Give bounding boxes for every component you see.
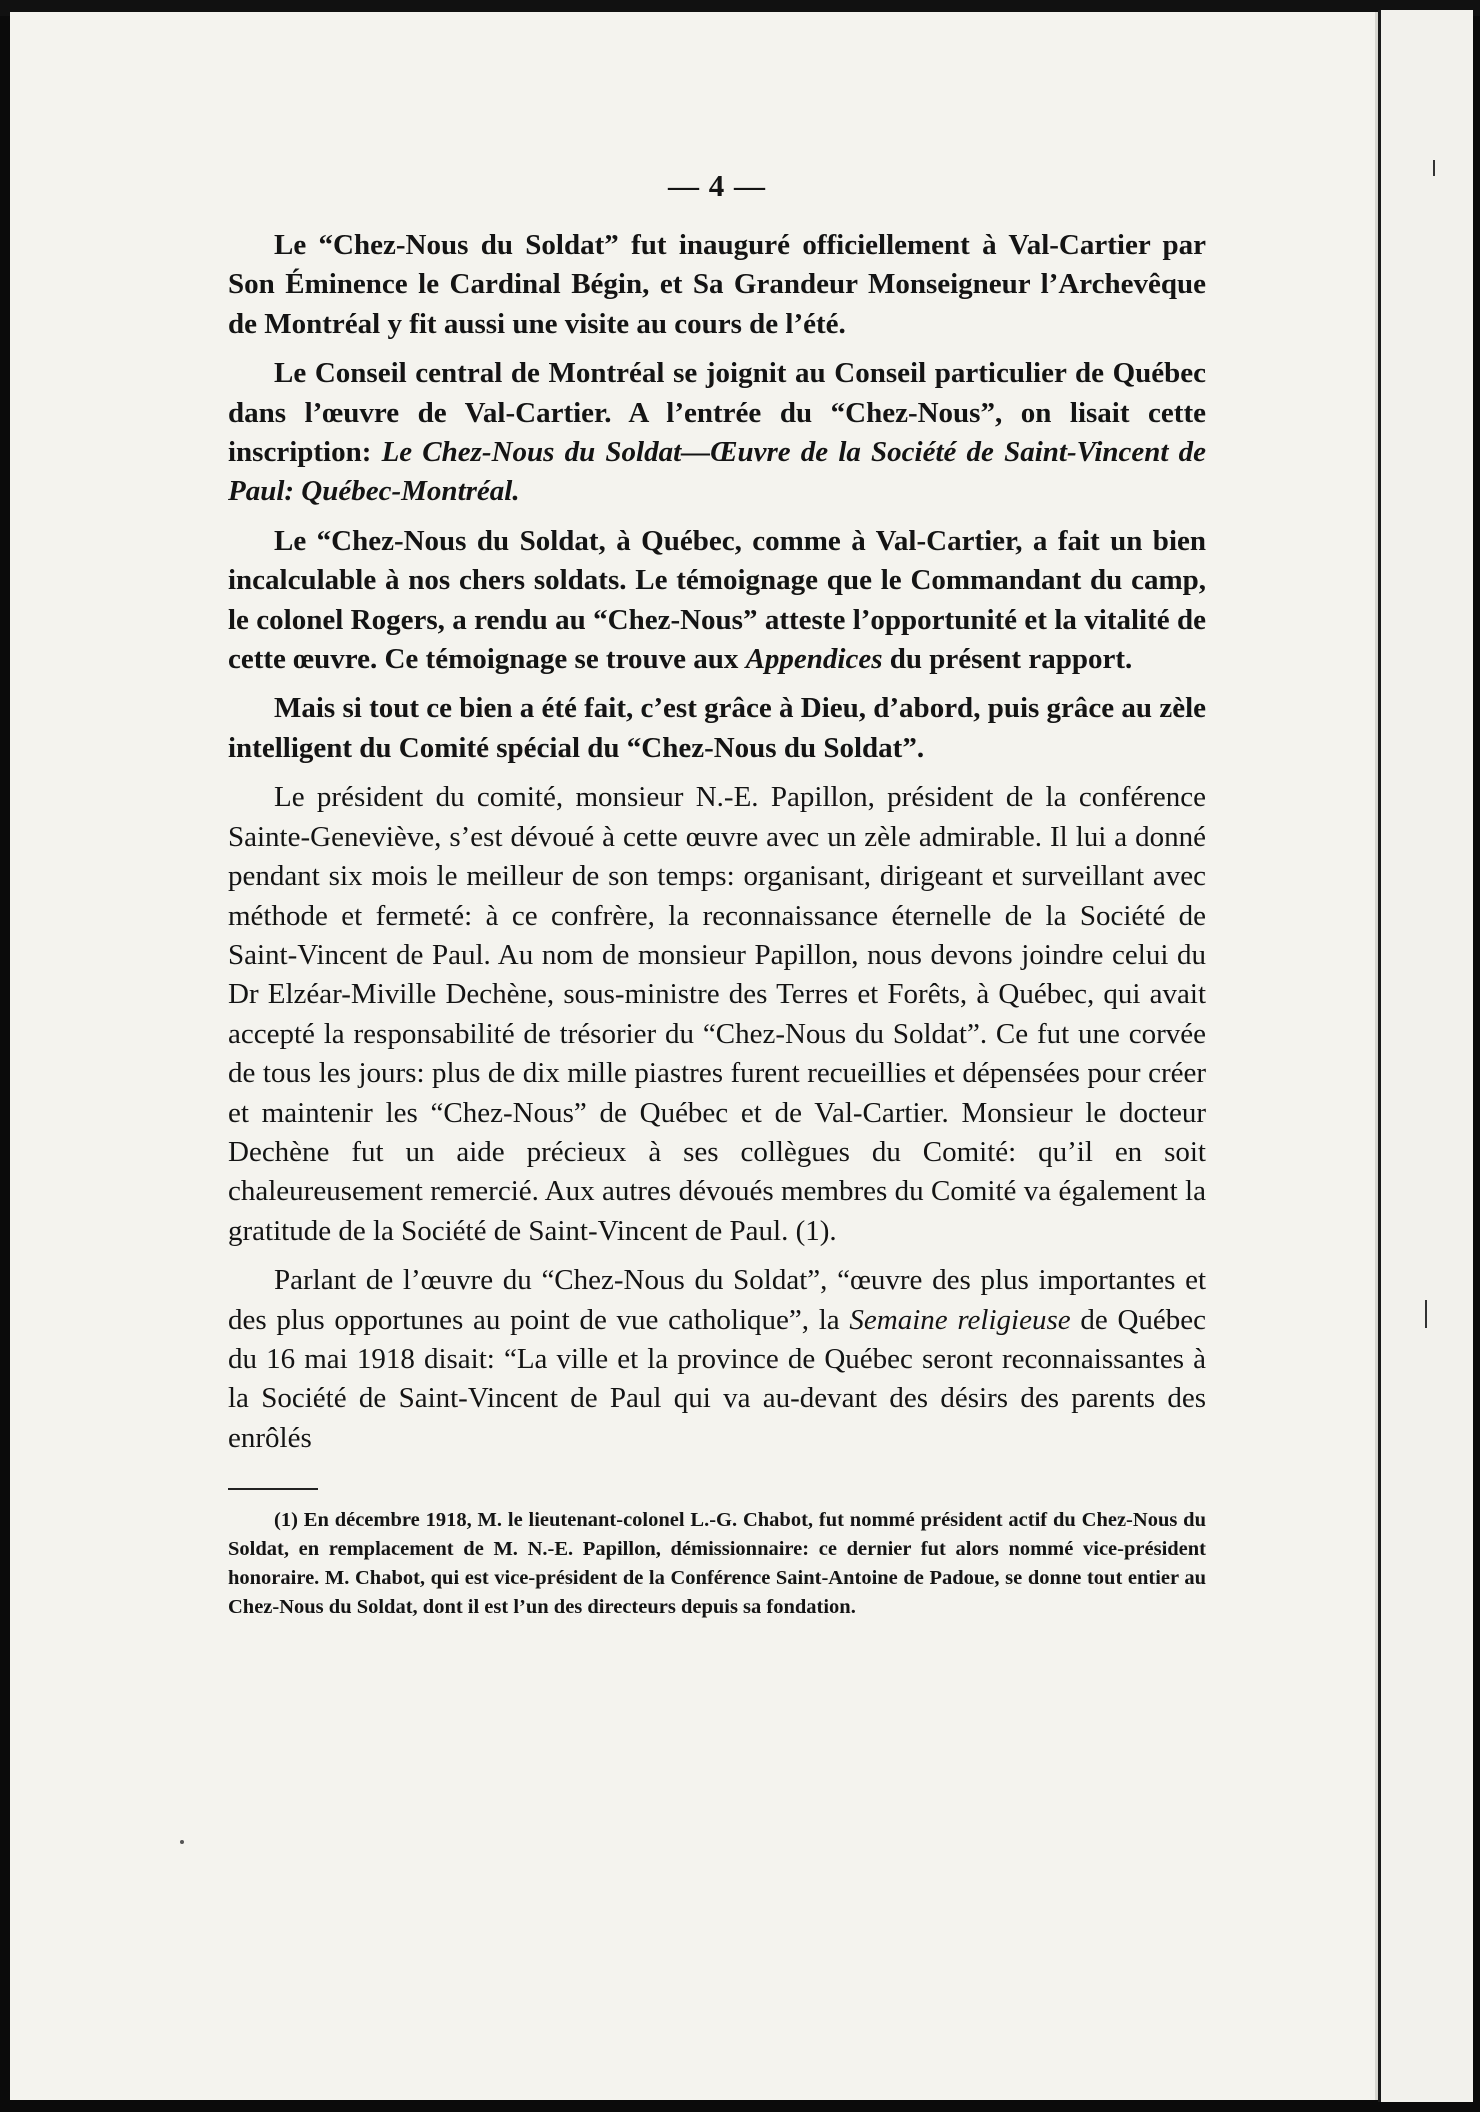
paragraph-text: Le président du comité, monsieur N.-E. Papillon, président de la conférence Sainte-Geneviève, s’est dévoué à cette œuvre avec un zèle admirable. Il lui a donné pendant six mois le meilleur de son temps: organisant, dirigeant et surveillant avec méthode et fermeté: à ce confrère, la reconnaissance éternelle de la Société de Saint-Vincent de Paul. Au nom de monsieur Papillon, nous devons joindre celui du Dr Elzéar-Miville Dechène, sous-ministre des Terres et Forêts, à Québec, qui avait accepté la responsabilité de trésorier du “Chez-Nous du Soldat”. Ce fut une corvée de tous les jours: plus de dix mille piastres furent recueillies et dépensées pour créer et maintenir les “Chez-Nous” de Québec et de Val-Cartier. Monsieur le docteur Dechène fut un aide précieux à ses collègues du Comité: qu’il en soit chaleureusement remercié. Aux autres dévoués membres du Comité va également la gratitude de la Société de Saint-Vincent de Paul. (1). [228,781,1206,1247]
paragraph-4 [228,689,1206,768]
paragraph-text: Parlant de l’œuvre du “Chez-Nous du Soldat”, “œuvre des plus importantes et des plus opportunes au point de vue catholique”, la [228,1264,1206,1336]
footnote-separator [228,1488,318,1490]
paragraph-3 [228,522,1206,680]
paragraph-text: du présent rapport. [882,643,1133,676]
paragraph-text: Le “Chez-Nous du Soldat, à Québec, comme à Val-Cartier, a fait un bien incalculable à nos chers soldats. Le témoignage que le Commandant du camp, le colonel Rogers, a rendu au “Chez-Nous” atteste l’opportunité et la vitalité de cette œuvre. Ce témoignage se trouve aux [228,524,1206,676]
paragraph-5 [228,778,1206,1251]
footnote: (1) En décembre 1918, M. le lieutenant-colonel L.-G. Chabot, fut nommé président actif du Chez-Nous du Soldat, en remplacement de M. N.-E. Papillon, démissionnaire: ce dernier fut alors nommé vice-président honoraire. M. Chabot, qui est vice-président de la Conférence Saint-Antoine de Padoue, se donne tout entier au Chez-Nous du Soldat, dont il est l’un des directeurs depuis sa fondation. [228,1509,1206,1618]
paragraph-1 [228,226,1206,344]
edge-mark [1433,160,1435,176]
appendices-italic: Appendices [745,643,883,676]
paragraph-6 [228,1261,1206,1458]
facing-page-edge [1378,10,1473,2102]
semaine-religieuse-italic: Semaine religieuse [849,1303,1071,1336]
inscription-italic: Le Chez-Nous du Soldat—Œuvre de la Société de Saint-Vincent de Paul: Québec-Montréal. [228,436,1206,508]
paragraph-text: de Québec du 16 mai 1918 disait: “La ville et la province de Québec seront reconnaissantes à la Société de Saint-Vincent de Paul qui va au-devant des désirs des parents des enrôlés [228,1303,1207,1454]
edge-mark [1425,1300,1427,1328]
page-content [228,168,1206,1621]
paragraph-text: Mais si tout ce bien a été fait, c’est grâce à Dieu, d’abord, puis grâce au zèle intelligent du Comité spécial du “Chez-Nous du Soldat”. [228,692,1206,764]
paragraph-text: Le “Chez-Nous du Soldat” fut inauguré officiellement à Val-Cartier par Son Éminence le Cardinal Bégin, et Sa Grandeur Monseigneur l’Archevêque de Montréal y fit aussi une visite au cours de l’été. [228,229,1206,340]
page-number: — 4 — [668,168,766,203]
paragraph-text: Le Conseil central de Montréal se joignit au Conseil particulier de Québec dans l’œuvre de Val-Cartier. A l’entrée du “Chez-Nous”, on lisait cette inscription: [228,357,1206,469]
paragraph-2 [228,354,1206,512]
scan-speck [180,1840,184,1844]
